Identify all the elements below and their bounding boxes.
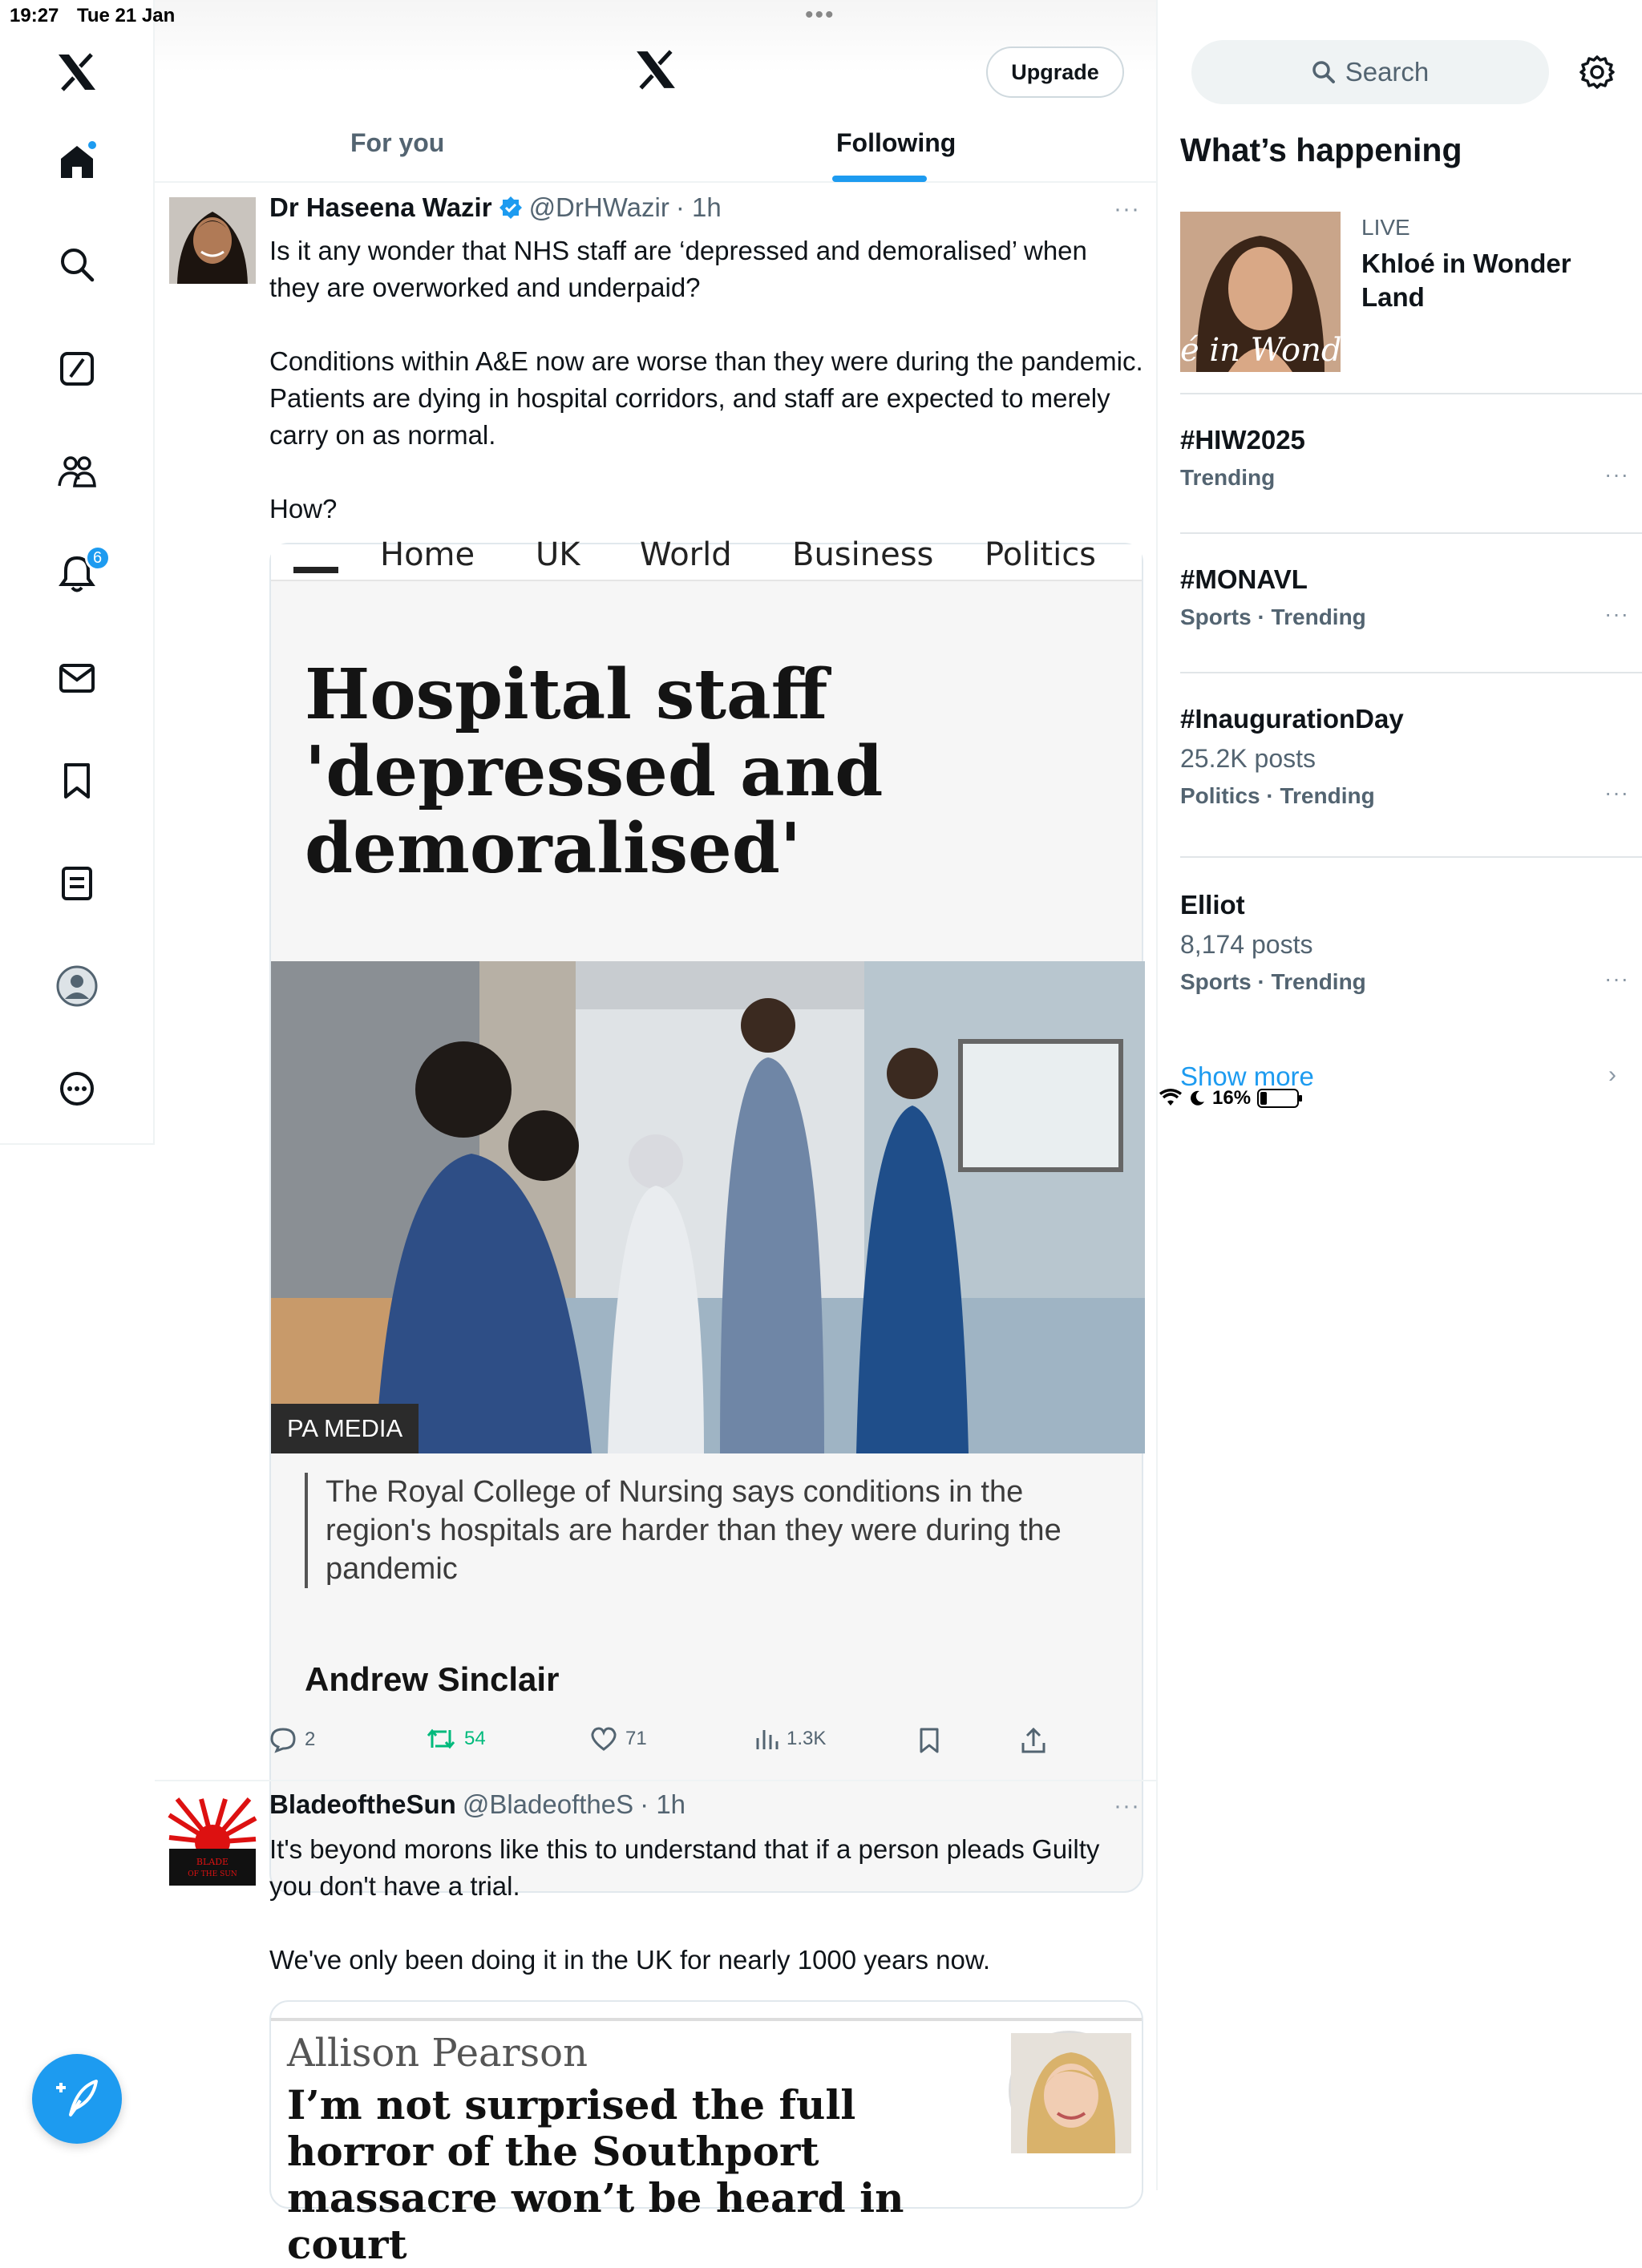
trend-name: #HIW2025 <box>1180 425 1305 455</box>
trend-post-count: 25.2K posts <box>1180 744 1316 773</box>
search-placeholder: Search <box>1345 57 1430 87</box>
trend-meta: Sports · Trending <box>1180 604 1366 629</box>
article-nav-word: UK <box>536 536 580 573</box>
trend-name: Elliot <box>1180 890 1245 920</box>
home-unread-dot <box>87 139 98 151</box>
notifications-icon[interactable] <box>51 548 103 600</box>
trend-meta: Trending <box>1180 465 1276 490</box>
avatar-logo-text: BLADE <box>196 1857 229 1867</box>
article2-headline: I’m not surprised the full horror of the Southport massacre won’t be heard in court <box>287 2081 904 2268</box>
profile-avatar-icon[interactable] <box>51 960 103 1012</box>
whats-happening-title: What’s happening <box>1180 131 1462 168</box>
notifications-badge: 6 <box>85 545 111 571</box>
search-icon[interactable] <box>51 239 103 290</box>
post-header <box>269 192 722 223</box>
article-nav-word: Business <box>792 536 934 573</box>
repost-icon <box>426 1727 456 1751</box>
author-avatar[interactable] <box>169 1799 256 1886</box>
bookmark-icon <box>919 1727 940 1754</box>
view-count: 1.3K <box>787 1728 827 1749</box>
trend-meta: Sports · Trending <box>1180 969 1366 994</box>
author-handle[interactable]: @DrHWazir <box>528 192 669 222</box>
article-nav-strip <box>271 536 1142 581</box>
like-button[interactable] <box>590 1727 647 1751</box>
share-icon <box>1021 1727 1046 1754</box>
tab-following[interactable]: Following <box>836 128 956 157</box>
post-drhwazir[interactable] <box>155 184 1156 1776</box>
author-handle[interactable]: @BladeoftheS <box>462 1789 634 1819</box>
multitasking-dots-icon[interactable]: ••• <box>805 2 835 28</box>
verified-badge-icon <box>499 196 523 220</box>
x-logo-icon[interactable] <box>51 46 103 98</box>
photo-credit: PA MEDIA <box>271 1404 419 1453</box>
link-card-article[interactable] <box>269 536 1143 1893</box>
trend-name: #MONAVL <box>1180 564 1308 594</box>
more-options-icon[interactable] <box>51 1063 103 1114</box>
show-more-link[interactable]: Show more <box>1180 1061 1314 1091</box>
home-icon[interactable] <box>51 136 103 188</box>
battery-percent: 16% <box>1212 1087 1252 1109</box>
author-name[interactable]: Dr Haseena Wazir <box>269 192 492 222</box>
post-time: · 1h <box>675 192 722 222</box>
post-time: · 1h <box>640 1789 686 1819</box>
post-header <box>269 1789 686 1820</box>
link-card-article-2[interactable] <box>269 2000 1143 2268</box>
live-label: LIVE <box>1361 215 1410 240</box>
compose-post-button[interactable] <box>32 2054 122 2144</box>
repost-count: 54 <box>464 1728 486 1749</box>
article-photo <box>271 961 1145 1453</box>
live-thumbnail-text: é in Wonder L <box>1180 332 1408 369</box>
trend-more-icon[interactable]: ··· <box>1604 966 1629 991</box>
views-chart-icon <box>754 1727 779 1751</box>
communities-icon[interactable] <box>51 446 103 497</box>
grok-icon[interactable] <box>51 343 103 394</box>
svg-text:OF THE SUN: OF THE SUN <box>188 1870 237 1878</box>
author-name[interactable]: BladeoftheSun <box>269 1789 456 1819</box>
repost-button[interactable] <box>426 1727 486 1751</box>
timeline-column <box>155 0 1158 2268</box>
post-body: Is it any wonder that NHS staff are ‘depressed and demoralised’ when they are overworked and underpaid? Conditions within A&E now are worse than they were during the pandemic. Patients are dying in hospital corridors, and staff are expected to merely carry on as normal. How? <box>269 236 1143 524</box>
like-count: 71 <box>625 1728 647 1749</box>
views-button[interactable] <box>754 1727 826 1751</box>
trend-more-icon[interactable]: ··· <box>1604 601 1629 626</box>
messages-icon[interactable] <box>51 653 103 704</box>
trend-more-icon[interactable]: ··· <box>1604 462 1629 487</box>
article2-author-portrait <box>1009 2031 1129 2151</box>
left-navigation <box>0 0 155 1145</box>
battery-icon <box>1257 1089 1299 1108</box>
status-time: 19:27 <box>10 5 59 26</box>
hamburger-icon <box>293 567 338 573</box>
article-nav-word: Home <box>380 536 475 573</box>
author-avatar[interactable] <box>169 197 256 284</box>
chevron-right-icon: › <box>1608 1061 1616 1088</box>
compose-feather-icon <box>53 2076 101 2121</box>
share-button[interactable] <box>1021 1727 1046 1754</box>
trend-meta: Politics · Trending <box>1180 783 1375 808</box>
moon-icon <box>1188 1090 1206 1107</box>
post-actions <box>269 1727 1071 1759</box>
tab-for-you[interactable]: For you <box>350 128 445 157</box>
active-tab-indicator <box>832 176 927 182</box>
upgrade-button[interactable]: Upgrade <box>986 46 1124 98</box>
status-date: Tue 21 Jan <box>77 5 176 26</box>
bookmarks-icon[interactable] <box>51 755 103 807</box>
post-more-icon[interactable]: ··· <box>1114 196 1140 222</box>
reply-button[interactable] <box>269 1727 315 1753</box>
wifi-icon <box>1159 1090 1182 1107</box>
lists-icon[interactable] <box>51 858 103 909</box>
bookmark-button[interactable] <box>919 1727 940 1754</box>
status-right <box>1159 3 1642 2193</box>
article-caption: The Royal College of Nursing says conditions in the region's hospitals are harder than they were during the pandemic <box>305 1473 1106 1588</box>
article-nav-word: World <box>640 536 732 573</box>
x-header-logo-icon[interactable] <box>634 50 677 94</box>
trend-post-count: 8,174 posts <box>1180 930 1313 959</box>
trend-more-icon[interactable]: ··· <box>1604 780 1629 805</box>
article2-author: Allison Pearson <box>287 2031 588 2076</box>
reply-count: 2 <box>305 1728 316 1750</box>
live-event-title[interactable]: Khloé in Wonder Land <box>1361 249 1571 312</box>
article-nav-word: Politics <box>985 536 1097 573</box>
trend-name: #InaugurationDay <box>1180 704 1404 734</box>
article-headline: Hospital staff 'depressed and demoralised' <box>305 654 884 889</box>
reply-icon <box>269 1727 297 1753</box>
article-byline: Andrew Sinclair <box>305 1660 560 1698</box>
post-body: It's beyond morons like this to understand that if a person pleads Guilty you don't have a trial. We've only been doing it in the UK for nearly 1000 years now. <box>269 1834 1100 1975</box>
heart-icon <box>590 1727 617 1751</box>
post-more-icon[interactable]: ··· <box>1114 1793 1140 1819</box>
